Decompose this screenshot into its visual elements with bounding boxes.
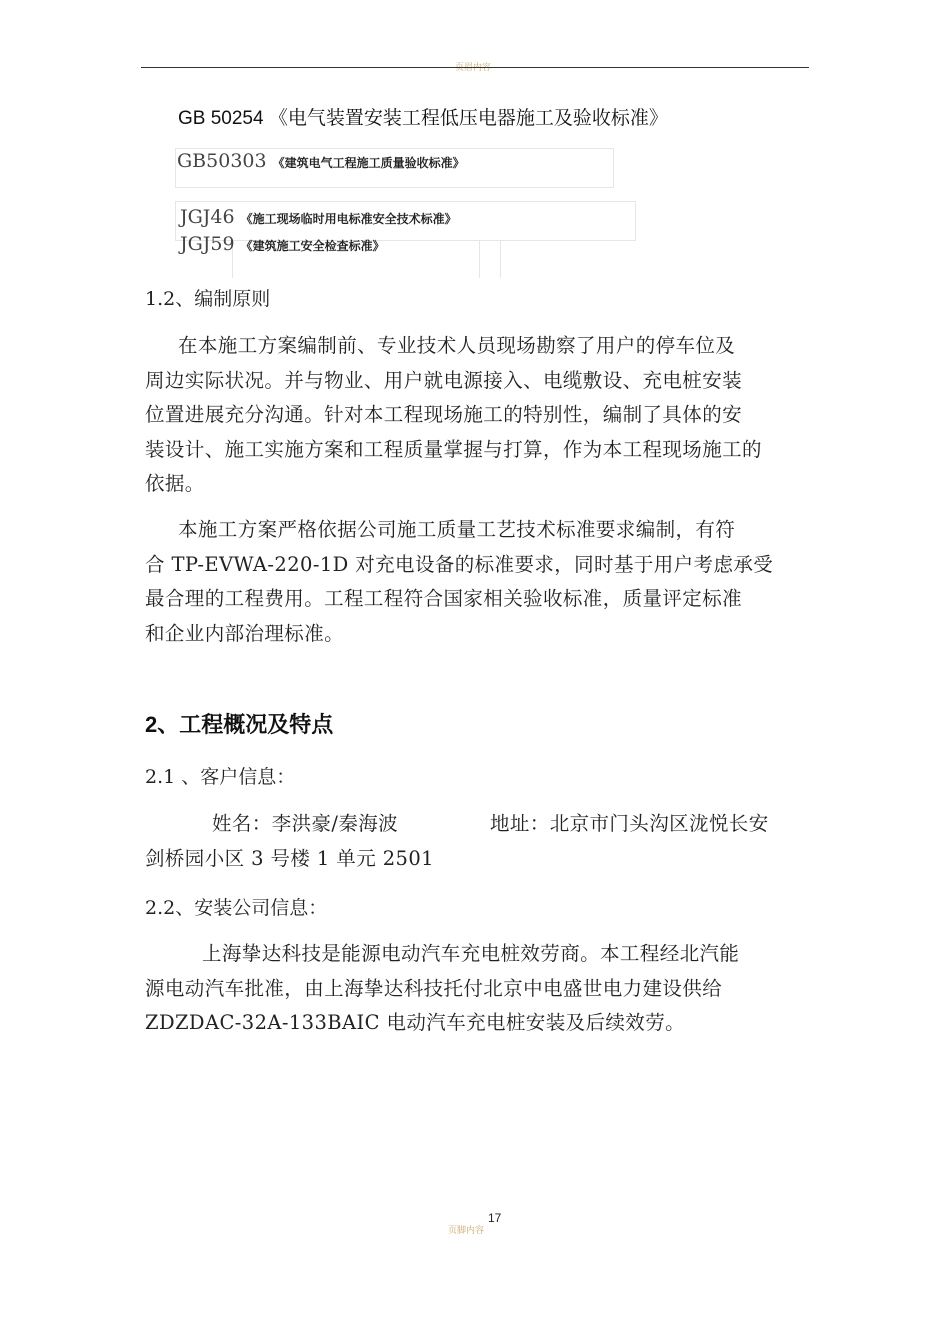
customer-name: 姓名：李洪豪/秦海波: [212, 812, 399, 835]
section-2-1-heading: 2.1 、客户信息：: [145, 766, 296, 788]
standard-code: GB50303: [177, 150, 267, 172]
section-2-2-heading: 2.2、安装公司信息：: [145, 897, 328, 919]
standard-gb50303: [177, 150, 465, 172]
paragraph-company: [145, 937, 813, 1041]
page-number: 17: [488, 1211, 502, 1225]
standard-code: JGJ46: [180, 206, 235, 228]
paragraph-compilation-2: [145, 513, 813, 651]
paragraph-line: 位置进展充分沟通。针对本工程现场施工的特别性，编制了具体的安: [145, 403, 743, 427]
frame-divider: [500, 240, 501, 278]
customer-address-continued: 剑桥园小区 3 号楼 1 单元 2501: [145, 847, 434, 870]
paragraph-line: 最合理的工程费用。工程工程符合国家相关验收标准，质量评定标准: [145, 587, 743, 611]
paragraph-line: 周边实际状况。并与物业、用户就电源接入、电缆敷设、充电桩安装: [145, 368, 743, 392]
header-rule: [141, 67, 809, 68]
paragraph-line: 在本施工方案编制前、专业技术人员现场勘察了用户的停车位及: [178, 334, 736, 357]
standard-gb50254: [178, 103, 668, 130]
standard-title: 《电气装置安装工程低压电器施工及验收标准》: [268, 108, 668, 129]
section-2-heading: 2、工程概况及特点: [145, 712, 334, 737]
frame-divider: [479, 240, 480, 278]
page-footer-text: 页脚内容: [448, 1226, 485, 1236]
standard-title: 《建筑施工安全检查标准》: [240, 239, 385, 253]
paragraph-line: 依据。: [145, 472, 205, 496]
customer-address: 地址：北京市门头沟区泷悦长安: [490, 812, 769, 835]
paragraph-line: 上海挚达科技是能源电动汽车充电桩效劳商。本工程经北汽能: [202, 942, 740, 965]
standard-code: GB 50254: [178, 108, 264, 129]
paragraph-line: 和企业内部治理标准。: [145, 621, 345, 645]
paragraph-line: 本施工方案严格依据公司施工质量工艺技术标准要求编制，有符: [178, 518, 736, 541]
standard-jgj46: [180, 206, 457, 228]
standard-title: 《建筑电气工程施工质量验收标准》: [272, 156, 465, 170]
page-header-text: 页眉内容: [455, 63, 492, 73]
section-1-2-heading: 1.2、编制原则: [145, 288, 271, 310]
paragraph-line: 合 TP-EVWA-220-1D 对充电设备的标准要求，同时基于用户考虑承受: [145, 552, 774, 576]
standard-title: 《施工现场临时用电标准安全技术标准》: [240, 212, 457, 226]
paragraph-line: 源电动汽车批准，由上海挚达科技托付北京中电盛世电力建设供给: [145, 976, 723, 1000]
paragraph-line: 装设计、施工实施方案和工程质量掌握与打算，作为本工程现场施工的: [145, 437, 762, 461]
standard-jgj59: [180, 233, 385, 255]
paragraph-line: ZDZDAC-32A-133BAIC 电动汽车充电桩安装及后续效劳。: [145, 1011, 685, 1035]
standard-code: JGJ59: [180, 233, 235, 255]
paragraph-compilation-1: [145, 329, 813, 502]
